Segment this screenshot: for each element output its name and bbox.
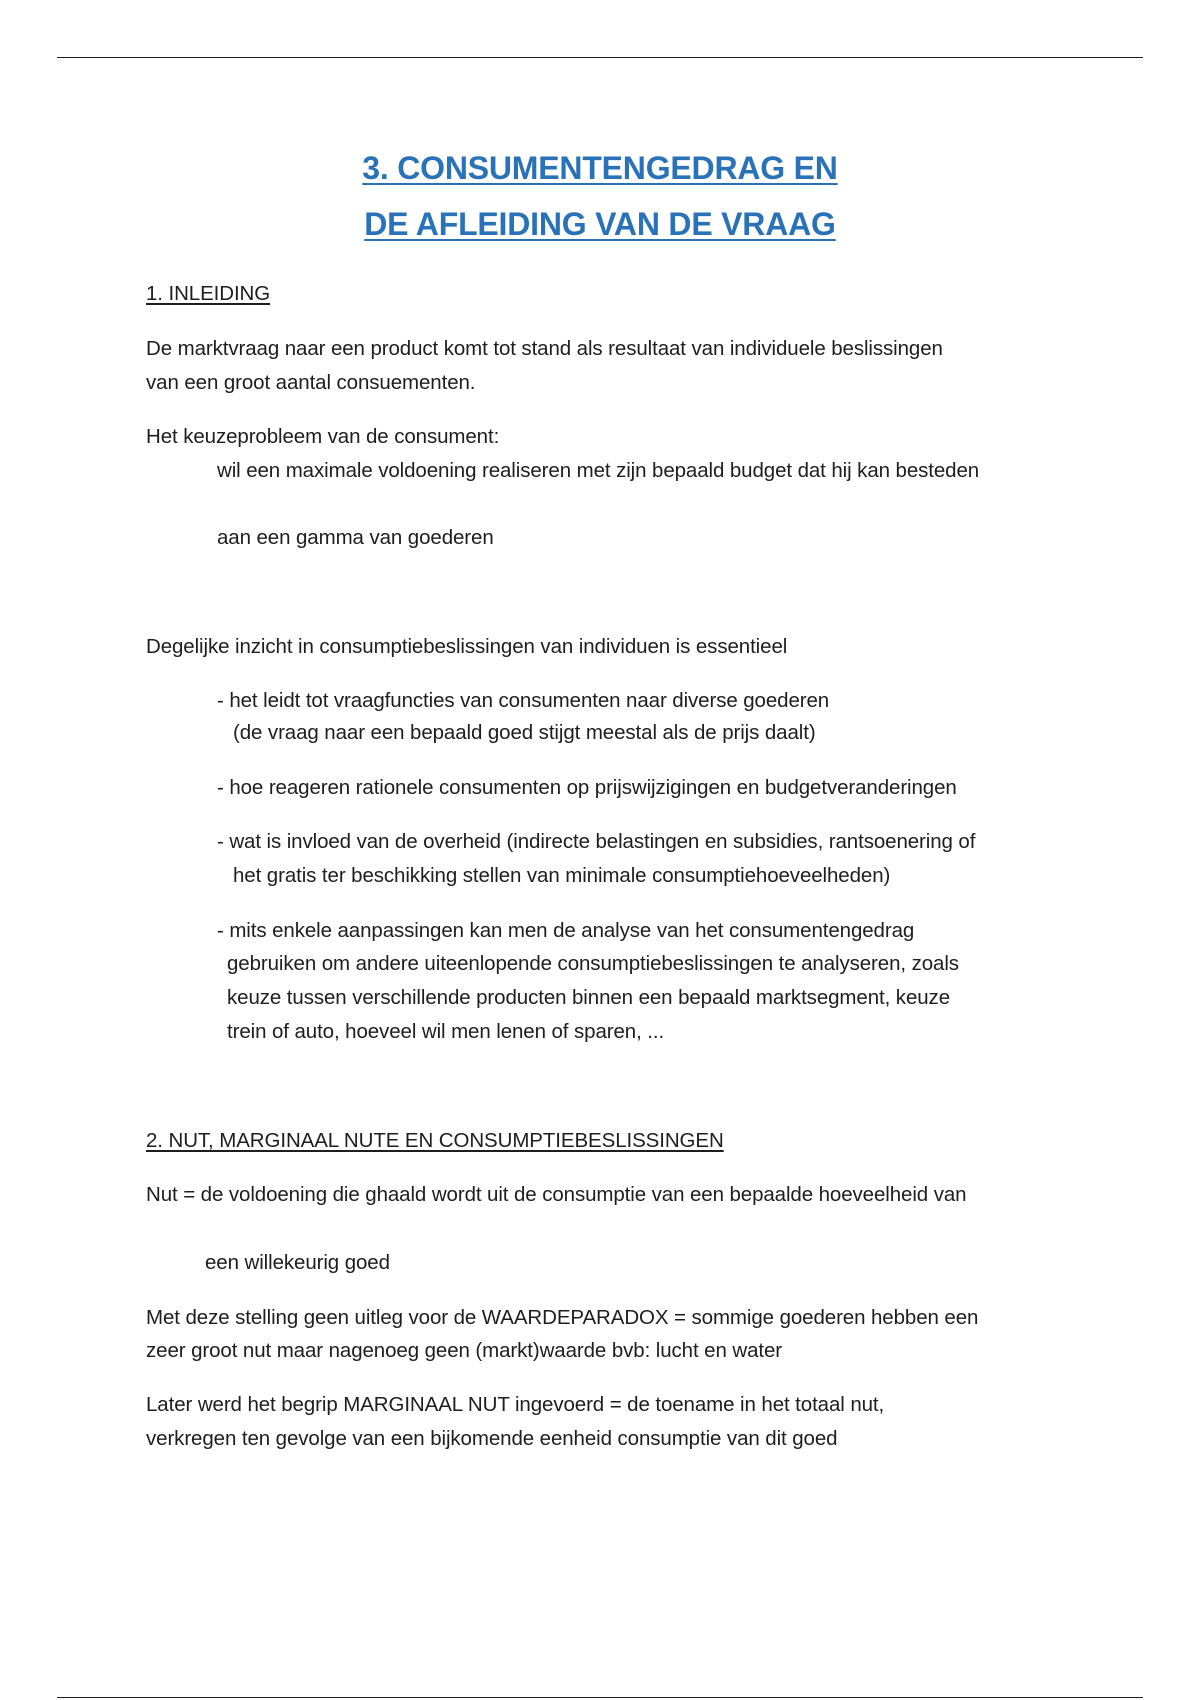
bullet-line: - wat is invloed van de overheid (indirecte belastingen en subsidies, rantsoenering of (217, 830, 976, 853)
paragraph-line: Later werd het begrip MARGINAAL NUT ingevoerd = de toename in het totaal nut, (146, 1393, 885, 1416)
paragraph-line: verkregen ten gevolge van een bijkomende eenheid consumptie van dit goed (146, 1427, 838, 1450)
bullet-line: keuze tussen verschillende producten binnen een bepaald marktsegment, keuze (227, 986, 950, 1009)
paragraph-line: Met deze stelling geen uitleg voor de WAARDEPARADOX = sommige goederen hebben een (146, 1306, 979, 1329)
paragraph-line: Het keuzeprobleem van de consument: (146, 425, 500, 448)
document-title-line-1: 3. CONSUMENTENGEDRAG EN (362, 150, 838, 186)
paragraph-line: wil een maximale voldoening realiseren met zijn bepaald budget dat hij kan besteden (217, 459, 980, 482)
paragraph-line: van een groot aantal consuementen. (146, 371, 476, 394)
footer-rule (57, 1697, 1143, 1698)
paragraph-line: aan een gamma van goederen (217, 526, 494, 549)
section-heading-inleiding: 1. INLEIDING (146, 282, 271, 305)
document-title-line-2: DE AFLEIDING VAN DE VRAAG (364, 206, 836, 242)
section-heading-nut: 2. NUT, MARGINAAL NUTE EN CONSUMPTIEBESLISSINGEN (146, 1129, 724, 1152)
paragraph-line: Nut = de voldoening die ghaald wordt uit de consumptie van een bepaalde hoeveelheid van (146, 1183, 967, 1206)
paragraph-line: zeer groot nut maar nagenoeg geen (markt)waarde bvb: lucht en water (146, 1339, 782, 1362)
paragraph-line: een willekeurig goed (205, 1251, 390, 1274)
bullet-line: - het leidt tot vraagfuncties van consumenten naar diverse goederen (217, 689, 830, 712)
bullet-line: (de vraag naar een bepaald goed stijgt meestal als de prijs daalt) (233, 721, 816, 744)
header-rule (57, 57, 1143, 58)
paragraph-line: De marktvraag naar een product komt tot stand als resultaat van individuele beslissingen (146, 337, 943, 360)
bullet-line: - hoe reageren rationele consumenten op prijswijzigingen en budgetveranderingen (217, 776, 957, 799)
bullet-line: trein of auto, hoeveel wil men lenen of sparen, ... (227, 1020, 665, 1043)
bullet-line: het gratis ter beschikking stellen van minimale consumptiehoeveelheden) (233, 864, 891, 887)
bullet-line: - mits enkele aanpassingen kan men de analyse van het consumentengedrag (217, 919, 915, 942)
bullet-line: gebruiken om andere uiteenlopende consumptiebeslissingen te analyseren, zoals (227, 952, 959, 975)
paragraph-line: Degelijke inzicht in consumptiebeslissingen van individuen is essentieel (146, 635, 788, 658)
